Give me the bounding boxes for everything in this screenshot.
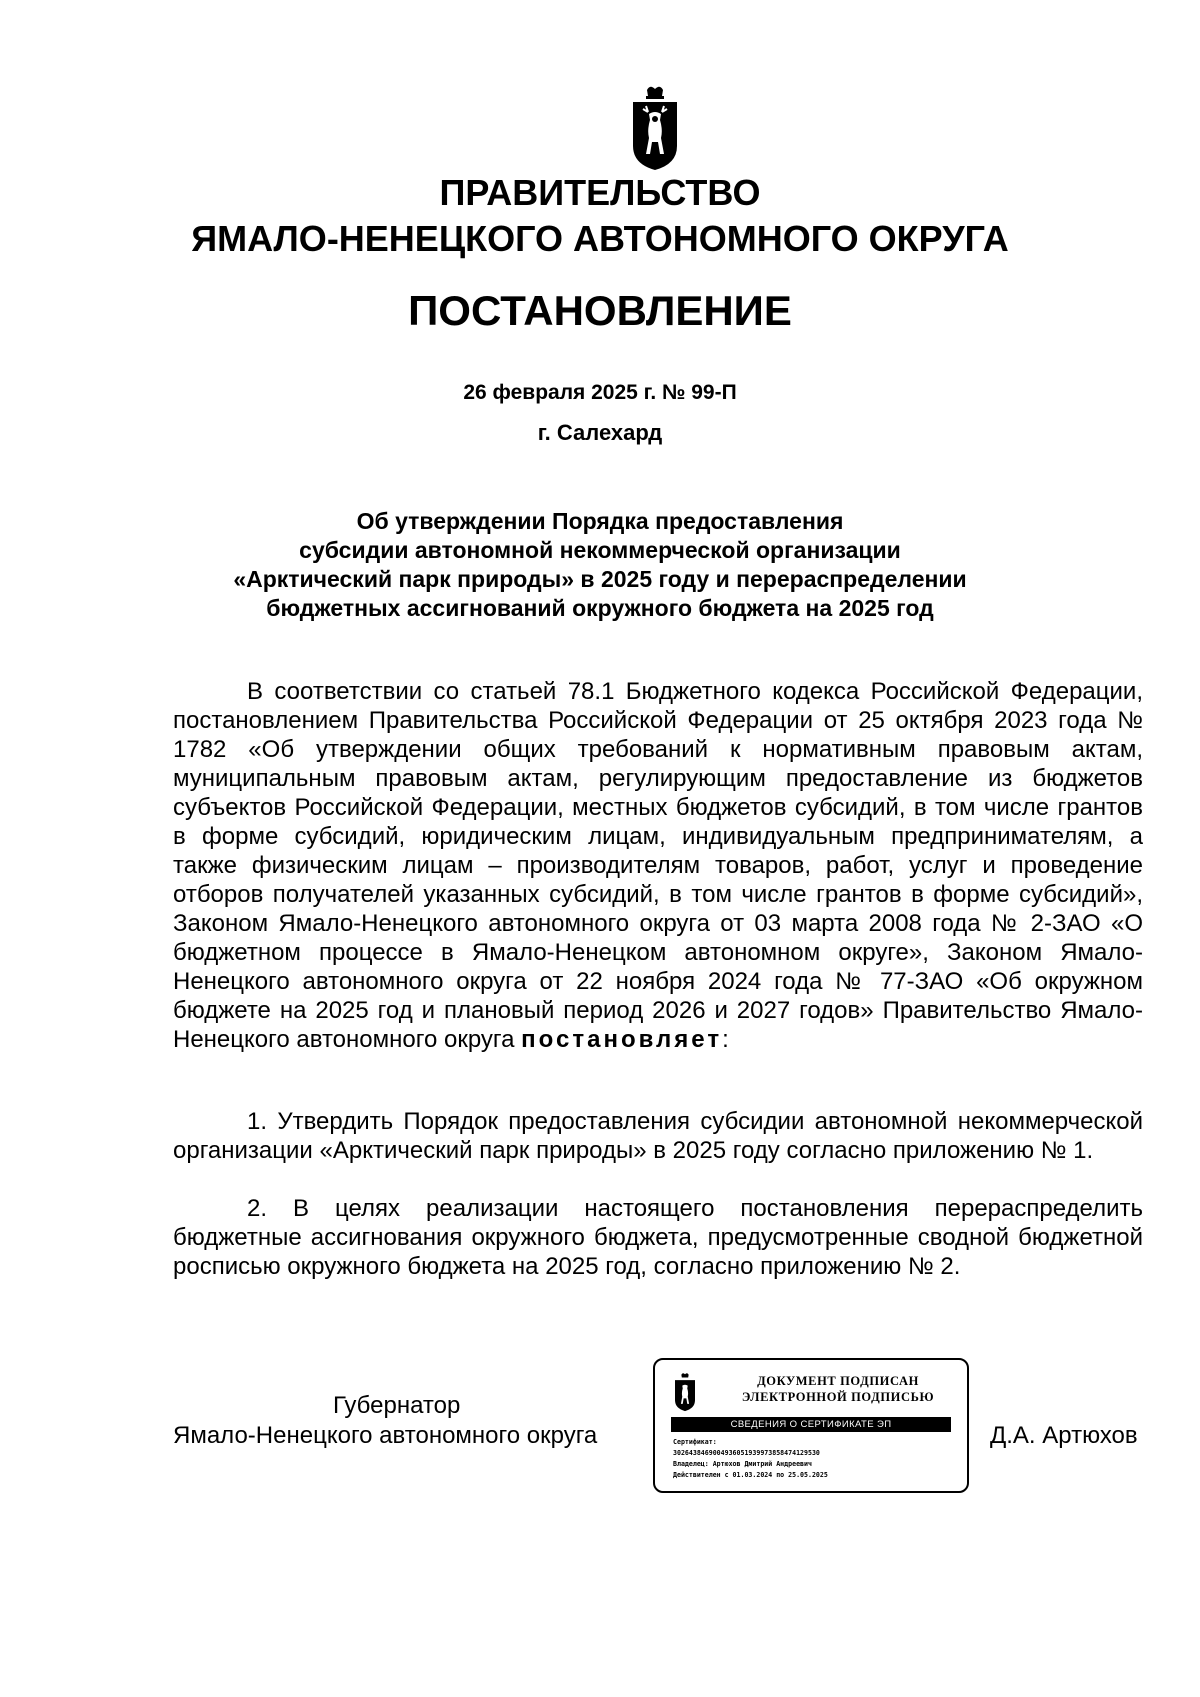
cert-number: 3026438469004936051939973858474129530	[673, 1449, 820, 1457]
subject-line: бюджетных ассигнований окружного бюджета на 2025 год	[266, 595, 934, 621]
stamp-title	[723, 1373, 953, 1405]
subject-line: Об утверждении Порядка предоставления	[356, 508, 844, 534]
government-title: ПРАВИТЕЛЬСТВО	[439, 172, 761, 213]
cert-owner: Владелец: Артюхов Дмитрий Андреевич	[673, 1460, 812, 1468]
electronic-signature-stamp	[653, 1358, 969, 1493]
subject-line: субсидии автономной некоммерческой организации	[299, 537, 901, 563]
certificate-details	[673, 1437, 828, 1481]
signatory-role: Губернатор	[333, 1392, 461, 1419]
signatory-title	[173, 1391, 643, 1451]
document-subject	[200, 507, 1000, 623]
stamp-coat-of-arms-icon	[673, 1372, 697, 1412]
certificate-info-bar: СВЕДЕНИЯ О СЕРТИФИКАТЕ ЭП	[671, 1417, 951, 1432]
signatory-name: Д.А. Артюхов	[990, 1422, 1138, 1449]
date-number: 26 февраля 2025 г. № 99-П	[463, 381, 737, 404]
preamble-text: В соответствии со статьей 78.1 Бюджетного кодекса Российской Федерации, постановлением Правительства Российской Федерации от 25 октября 2023 года № 1782 «Об утверждении общих требований к нормативным правовым актам, муниципальным правовым актам, регулирующим предоставление из бюджетов субъектов Российской Федерации, местных бюджетов субсидий, в том числе грантов в форме субсидий, юридическим лицам, индивидуальным предпринимателям, а также физическим лицам – производителям товаров, работ, услуг и проведение отборов получателей указанных субсидий, в том числе грантов в форме субсидий», Законом Ямало-Ненецкого автономного округа от 03 марта 2008 года № 2-ЗАО «О бюджетном процессе в Ямало-Ненецком автономном округе», Законом Ямало-Ненецкого автономного округа от 22 ноября 2024 года № 77-ЗАО «Об окружном бюджете на 2025 год и плановый период 2026 и 2027 годов» Правительство Ямало-Ненецкого автономного округа	[173, 678, 1143, 1053]
cert-validity: Действителен с 01.03.2024 по 25.05.2025	[673, 1471, 828, 1479]
resolves-colon: :	[722, 1026, 729, 1053]
subject-line: «Арктический парк природы» в 2025 году и перераспределении	[233, 566, 967, 592]
item-1: 1. Утвердить Порядок предоставления субсидии автономной некоммерческой организации «Арктический парк природы» в 2025 году согласно приложению № 1.	[173, 1108, 1143, 1164]
coat-of-arms-icon	[630, 84, 680, 172]
preamble-paragraph	[173, 677, 1143, 1054]
stamp-title-line: ДОКУМЕНТ ПОДПИСАН	[757, 1374, 919, 1388]
cert-label: Сертификат:	[673, 1438, 717, 1446]
signatory-region: Ямало-Ненецкого автономного округа	[173, 1422, 598, 1449]
document-type: ПОСТАНОВЛЕНИЕ	[408, 287, 792, 334]
resolves-word: постановляет	[521, 1026, 723, 1053]
region-title: ЯМАЛО-НЕНЕЦКОГО АВТОНОМНОГО ОКРУГА	[191, 218, 1009, 259]
item-2: 2. В целях реализации настоящего постановления перераспределить бюджетные ассигнования окружного бюджета, предусмотренные сводной бюджетной росписью окружного бюджета на 2025 год, согласно приложению № 2.	[173, 1195, 1143, 1280]
city: г. Салехард	[537, 420, 663, 445]
stamp-title-line: ЭЛЕКТРОННОЙ ПОДПИСЬЮ	[741, 1390, 935, 1404]
